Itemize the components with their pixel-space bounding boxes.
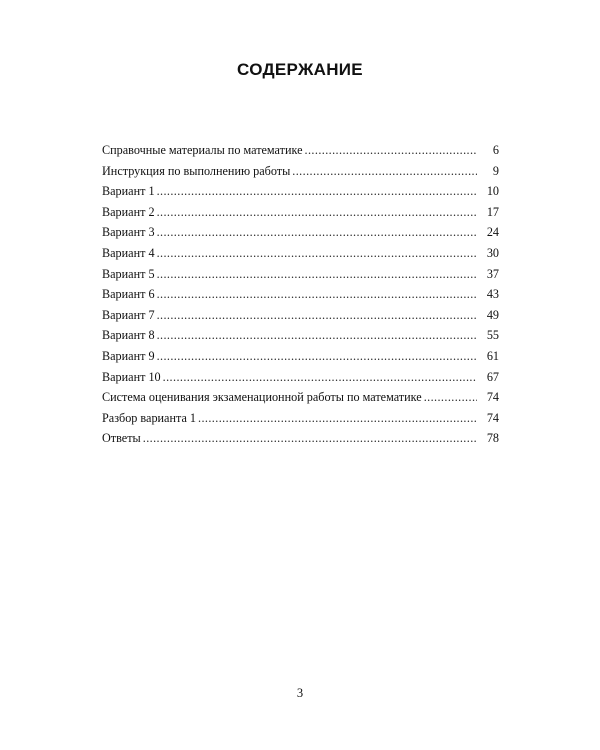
toc-entry-page: 74 bbox=[486, 410, 499, 425]
toc-entry-label: Вариант 2 bbox=[102, 204, 155, 219]
toc-dot-leader bbox=[292, 161, 477, 182]
toc-entry-page: 55 bbox=[486, 328, 499, 343]
toc-entry-label: Вариант 1 bbox=[102, 184, 155, 199]
toc-entry[interactable] bbox=[102, 222, 499, 243]
toc-entry[interactable] bbox=[102, 140, 499, 161]
toc-entry-label: Вариант 5 bbox=[102, 266, 155, 281]
toc-entry[interactable] bbox=[102, 305, 499, 326]
toc-dot-leader bbox=[157, 284, 477, 305]
toc-dot-leader bbox=[157, 305, 477, 326]
toc-entry-label: Инструкция по выполнению работы bbox=[102, 163, 291, 178]
toc-entry-label: Вариант 4 bbox=[102, 245, 155, 260]
toc-entry-page: 49 bbox=[486, 307, 499, 322]
toc-entry[interactable] bbox=[102, 428, 499, 449]
toc-entry-label: Вариант 10 bbox=[102, 369, 161, 384]
toc-entry-page: 9 bbox=[492, 163, 499, 178]
toc-entry-label: Ответы bbox=[102, 431, 141, 446]
toc-entry-page: 74 bbox=[486, 390, 499, 405]
toc-entry-page: 17 bbox=[486, 204, 499, 219]
toc-entry[interactable] bbox=[102, 367, 499, 388]
toc-entry[interactable] bbox=[102, 243, 499, 264]
page-title: СОДЕРЖАНИЕ bbox=[237, 60, 363, 79]
toc-entry-page: 30 bbox=[486, 245, 499, 260]
table-of-contents bbox=[102, 140, 499, 449]
toc-entry-label: Вариант 6 bbox=[102, 287, 155, 302]
toc-entry-page: 10 bbox=[486, 184, 499, 199]
toc-entry-page: 67 bbox=[486, 369, 499, 384]
toc-dot-leader bbox=[424, 387, 477, 408]
toc-entry-label: Вариант 3 bbox=[102, 225, 155, 240]
toc-entry[interactable] bbox=[102, 181, 499, 202]
toc-dot-leader bbox=[198, 408, 477, 429]
toc-entry[interactable] bbox=[102, 325, 499, 346]
toc-entry-label: Система оценивания экзаменационной работы по математике bbox=[102, 390, 422, 405]
toc-entry-page: 61 bbox=[486, 348, 499, 363]
page-number: 3 bbox=[296, 686, 304, 700]
toc-entry[interactable] bbox=[102, 202, 499, 223]
toc-dot-leader bbox=[157, 243, 477, 264]
toc-dot-leader bbox=[163, 367, 477, 388]
toc-entry[interactable] bbox=[102, 346, 499, 367]
toc-entry-label: Справочные материалы по математике bbox=[102, 143, 303, 157]
toc-entry-page: 43 bbox=[486, 287, 499, 302]
toc-dot-leader bbox=[157, 264, 477, 285]
toc-dot-leader bbox=[157, 202, 477, 223]
toc-entry[interactable] bbox=[102, 264, 499, 285]
toc-entry-label: Вариант 9 bbox=[102, 348, 155, 363]
toc-entry-label: Вариант 7 bbox=[102, 307, 155, 322]
toc-dot-leader bbox=[305, 140, 477, 161]
toc-entry[interactable] bbox=[102, 387, 499, 408]
toc-entry-page: 6 bbox=[492, 143, 499, 157]
toc-dot-leader bbox=[157, 346, 477, 367]
toc-entry-label: Разбор варианта 1 bbox=[102, 410, 197, 425]
toc-dot-leader bbox=[157, 222, 477, 243]
toc-entry[interactable] bbox=[102, 284, 499, 305]
toc-dot-leader bbox=[143, 428, 477, 449]
toc-entry-page: 37 bbox=[486, 266, 499, 281]
toc-entry[interactable] bbox=[102, 161, 499, 182]
toc-dot-leader bbox=[157, 325, 477, 346]
toc-entry[interactable] bbox=[102, 408, 499, 429]
toc-entry-page: 24 bbox=[486, 225, 499, 240]
toc-entry-page: 78 bbox=[486, 431, 499, 446]
toc-entry-label: Вариант 8 bbox=[102, 328, 155, 343]
toc-dot-leader bbox=[157, 181, 477, 202]
